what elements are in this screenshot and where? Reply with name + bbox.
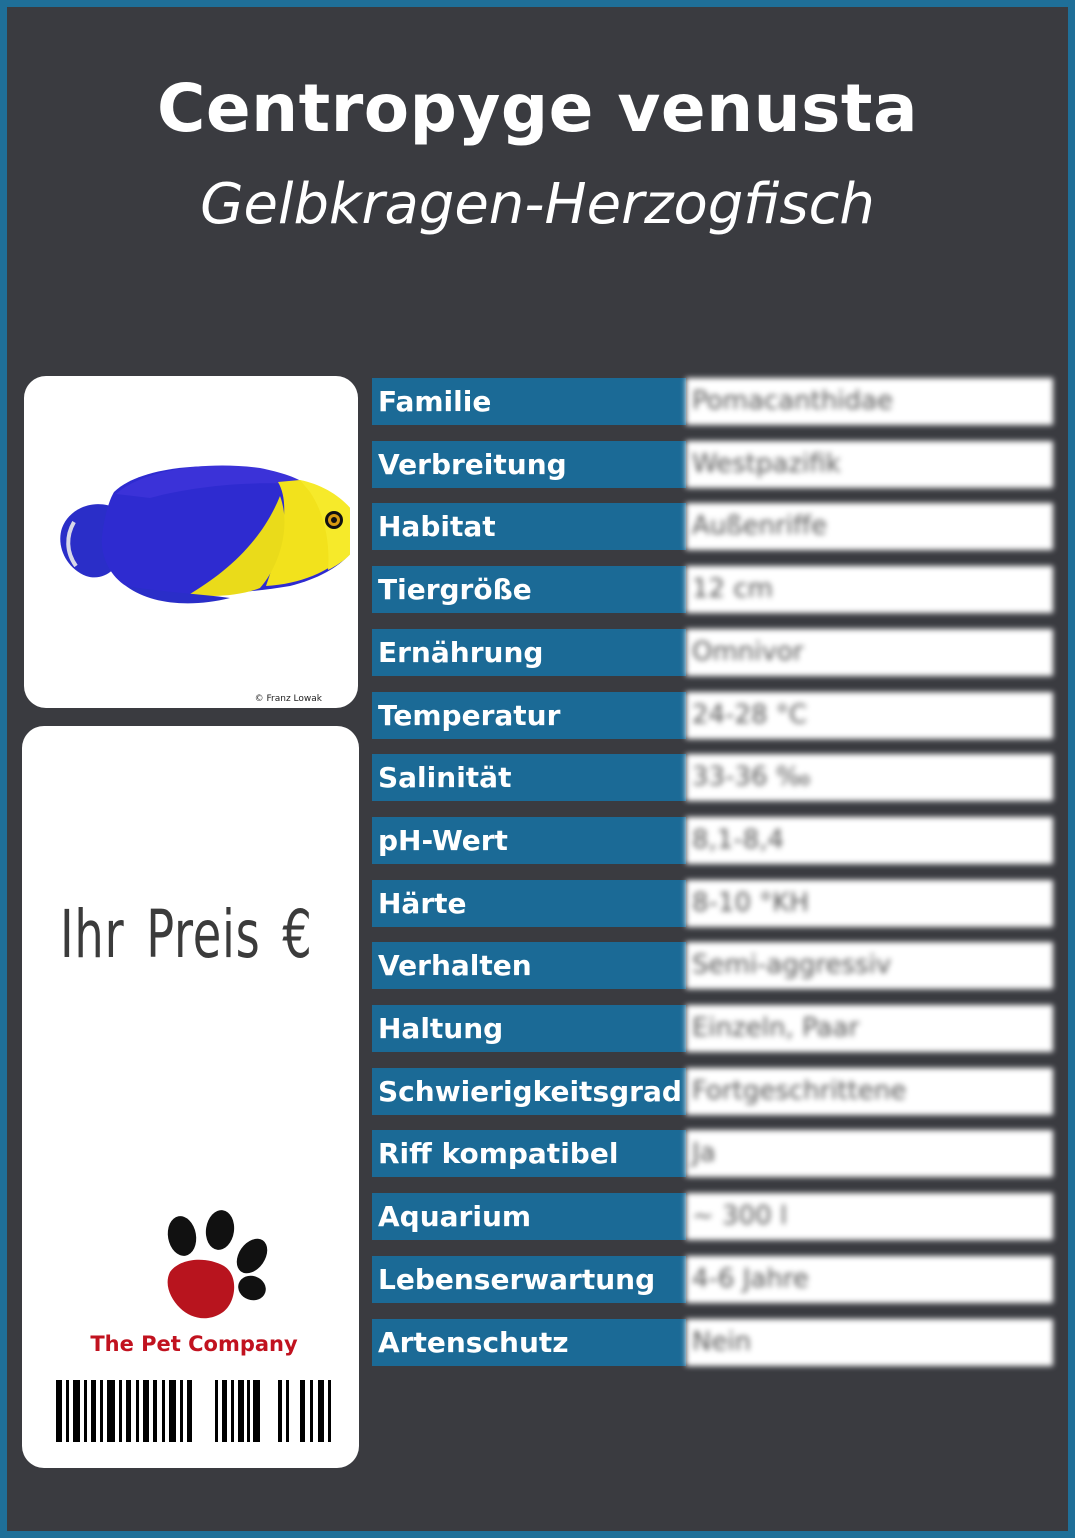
- row-label: Riff kompatibel: [372, 1130, 686, 1177]
- price-word-preis: Preis: [146, 896, 261, 973]
- row-label: pH-Wert: [372, 817, 686, 864]
- table-row: [372, 880, 1053, 927]
- row-value: Nein: [686, 1319, 1053, 1366]
- price-panel: [22, 726, 359, 1468]
- barcode-icon: [56, 1380, 332, 1442]
- row-label: Tiergröße: [372, 566, 686, 613]
- table-row: [372, 1319, 1053, 1366]
- row-label: Verhalten: [372, 942, 686, 989]
- row-value: 4-6 Jahre: [686, 1256, 1053, 1303]
- row-value: 8,1-8,4: [686, 817, 1053, 864]
- row-value: 33-36 ‰: [686, 754, 1053, 801]
- table-row: [372, 378, 1053, 425]
- row-label: Lebenserwartung: [372, 1256, 686, 1303]
- row-value: Fortgeschrittene: [686, 1068, 1053, 1115]
- paw-print-icon: [140, 1210, 280, 1330]
- row-label: Salinität: [372, 754, 686, 801]
- row-value: ~ 300 l: [686, 1193, 1053, 1240]
- table-row: [372, 1193, 1053, 1240]
- table-row: [372, 1256, 1053, 1303]
- company-name: The Pet Company: [90, 1332, 298, 1356]
- table-row: [372, 441, 1053, 488]
- row-label: Ernährung: [372, 629, 686, 676]
- row-label: Aquarium: [372, 1193, 686, 1240]
- table-row: [372, 942, 1053, 989]
- row-label: Schwierigkeitsgrad: [372, 1068, 686, 1115]
- row-label: Artenschutz: [372, 1319, 686, 1366]
- row-value: Omnivor: [686, 629, 1053, 676]
- row-value: 24-28 °C: [686, 692, 1053, 739]
- table-row: [372, 1130, 1053, 1177]
- page-subtitle: Gelbkragen-Herzogfisch: [200, 172, 875, 237]
- row-label: Familie: [372, 378, 686, 425]
- table-row: [372, 629, 1053, 676]
- row-value: Westpazifik: [686, 441, 1053, 488]
- row-label: Temperatur: [372, 692, 686, 739]
- photo-credit: © Franz Lowak: [254, 694, 322, 704]
- row-value: Einzeln, Paar: [686, 1005, 1053, 1052]
- row-value: Pomacanthidae: [686, 378, 1053, 425]
- row-label: Habitat: [372, 503, 686, 550]
- table-row: [372, 817, 1053, 864]
- page-title: Centropyge venusta: [156, 70, 918, 147]
- row-label: Härte: [372, 880, 686, 927]
- price-word-ihr: Ihr: [60, 896, 125, 973]
- table-row: [372, 692, 1053, 739]
- currency-symbol: €: [282, 896, 313, 973]
- row-value: Außenriffe: [686, 503, 1053, 550]
- table-row: [372, 566, 1053, 613]
- fish-photo-panel: [24, 376, 358, 708]
- table-row: [372, 1005, 1053, 1052]
- row-value: 8-10 °KH: [686, 880, 1053, 927]
- row-label: Verbreitung: [372, 441, 686, 488]
- row-value: Semi-aggressiv: [686, 942, 1053, 989]
- row-value: Ja: [686, 1130, 1053, 1177]
- fish-photo: [30, 436, 350, 636]
- row-label: Haltung: [372, 1005, 686, 1052]
- table-row: [372, 1068, 1053, 1115]
- price-label: [60, 896, 334, 973]
- table-row: [372, 503, 1053, 550]
- table-row: [372, 754, 1053, 801]
- row-value: 12 cm: [686, 566, 1053, 613]
